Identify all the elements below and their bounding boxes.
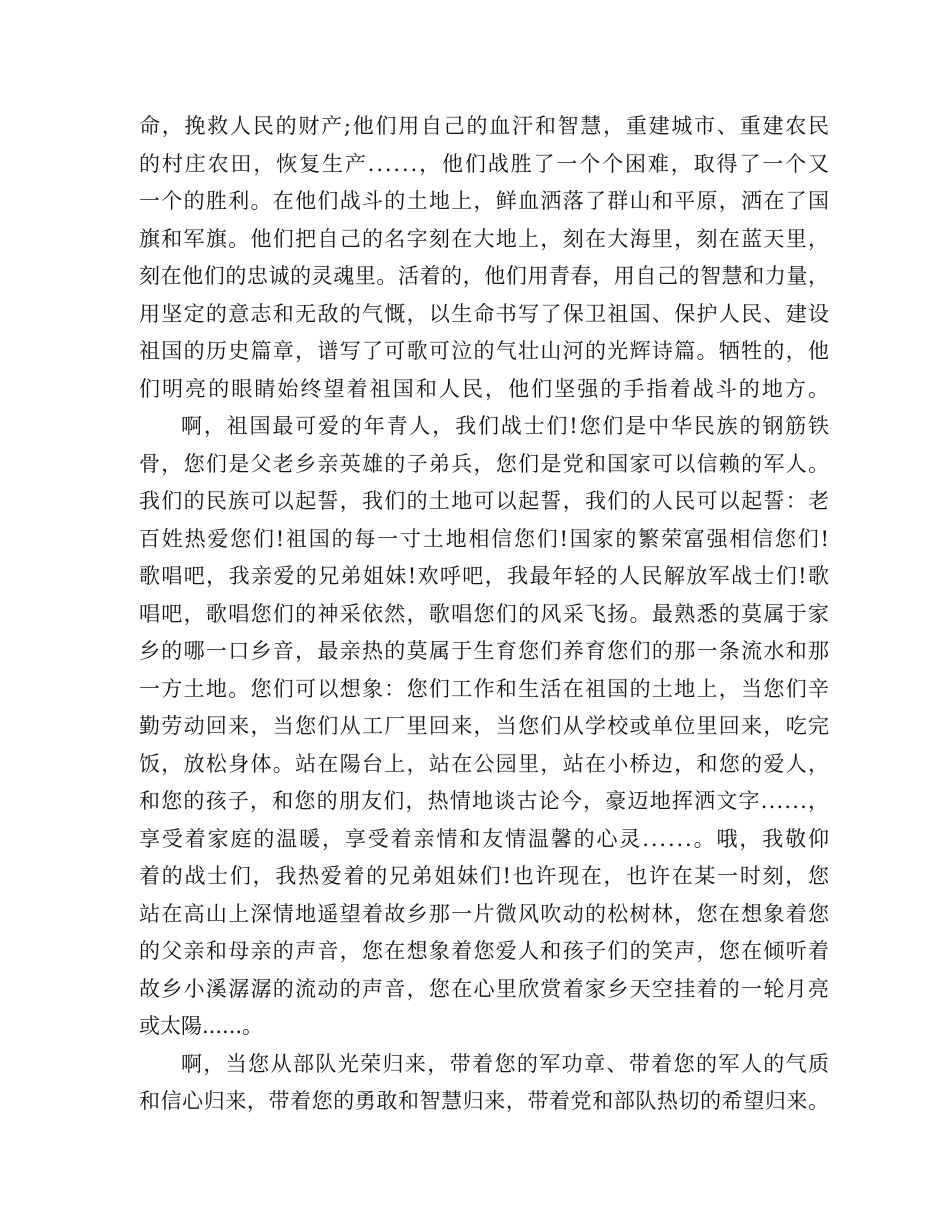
text-line: 唱吧，歌唱您们的神采依然，歌唱您们的风采飞扬。最熟悉的莫属于家	[139, 601, 831, 626]
text-line: 用坚定的意志和无敌的气慨，以生命书写了保卫祖国、保护人民、建设	[139, 301, 831, 326]
text-line: 勤劳动回来，当您们从工厂里回来，当您们从学校或单位里回来，吃完	[139, 714, 831, 738]
text-line: 啊，祖国最可爱的年青人，我们战士们!您们是中华民族的钢筋铁	[181, 414, 831, 438]
text-line: 刻在他们的忠诚的灵魂里。活着的，他们用青春，用自己的智慧和力量，	[139, 264, 830, 288]
text-line: 们明亮的眼睛始终望着祖国和人民，他们坚强的手指着战斗的地方。	[139, 376, 832, 401]
paragraph	[139, 108, 832, 408]
text-line: 旗和军旗。他们把自己的名字刻在大地上，刻在大海里，刻在蓝天里，	[139, 226, 831, 251]
text-line: 享受着家庭的温暖，享受着亲情和友情温馨的心灵......。哦，我敬仰	[139, 826, 831, 851]
text-line: 站在高山上深情地遥望着故乡那一片微风吹动的松树林，您在想象着您	[139, 901, 831, 926]
text-line: 歌唱吧，我亲爱的兄弟姐妹!欢呼吧，我最年轻的人民解放军战士们!歌	[139, 564, 831, 588]
text-line: 和您的孩子，和您的朋友们，热情地谈古论今，豪迈地挥洒文字......，	[139, 789, 831, 813]
text-line: 或太陽......。	[139, 1014, 264, 1038]
text-line: 一方土地。您们可以想象：您们工作和生活在祖国的土地上，当您们辛	[139, 676, 831, 701]
paragraph	[139, 408, 829, 1046]
text-line: 的村庄农田，恢复生产......，他们战胜了一个个困难，取得了一个又	[139, 151, 831, 176]
text-line: 骨，您们是父老乡亲英雄的子弟兵，您们是党和国家可以信赖的军人。	[139, 451, 831, 476]
document-body	[139, 108, 832, 1121]
paragraph	[139, 1046, 829, 1121]
text-line: 祖国的历史篇章，谱写了可歌可泣的气壮山河的光辉诗篇。牺牲的，他	[139, 339, 831, 363]
text-line: 着的战士们，我热爱着的兄弟姐妹们!也许现在，也许在某一时刻，您	[139, 864, 831, 888]
text-line: 的父亲和母亲的声音，您在想象着您爱人和孩子们的笑声，您在倾听着	[139, 939, 831, 963]
text-line: 一个的胜利。在他们战斗的土地上，鲜血洒落了群山和平原，洒在了国	[139, 189, 831, 213]
text-line: 和信心归来，带着您的勇敢和智慧归来，带着党和部队热切的希望归来。	[139, 1089, 830, 1113]
text-line: 故乡小溪潺潺的流动的声音，您在心里欣赏着家乡天空挂着的一轮月亮	[139, 976, 831, 1001]
text-line: 百姓热爱您们!祖国的每一寸土地相信您们!国家的繁荣富强相信您们!	[139, 526, 831, 551]
text-line: 乡的哪一口乡音，最亲热的莫属于生育您们养育您们的那一条流水和那	[139, 639, 831, 663]
text-line: 啊，当您从部队光荣归来，带着您的军功章、带着您的军人的气质	[181, 1051, 831, 1076]
text-line: 命，挽救人民的财产;他们用自己的血汗和智慧，重建城市、重建农民	[139, 114, 831, 138]
text-line: 饭，放松身体。站在陽台上，站在公园里，站在小桥边，和您的爱人，	[139, 751, 831, 776]
text-line: 我们的民族可以起誓，我们的土地可以起誓，我们的人民可以起誓：老	[139, 489, 831, 513]
